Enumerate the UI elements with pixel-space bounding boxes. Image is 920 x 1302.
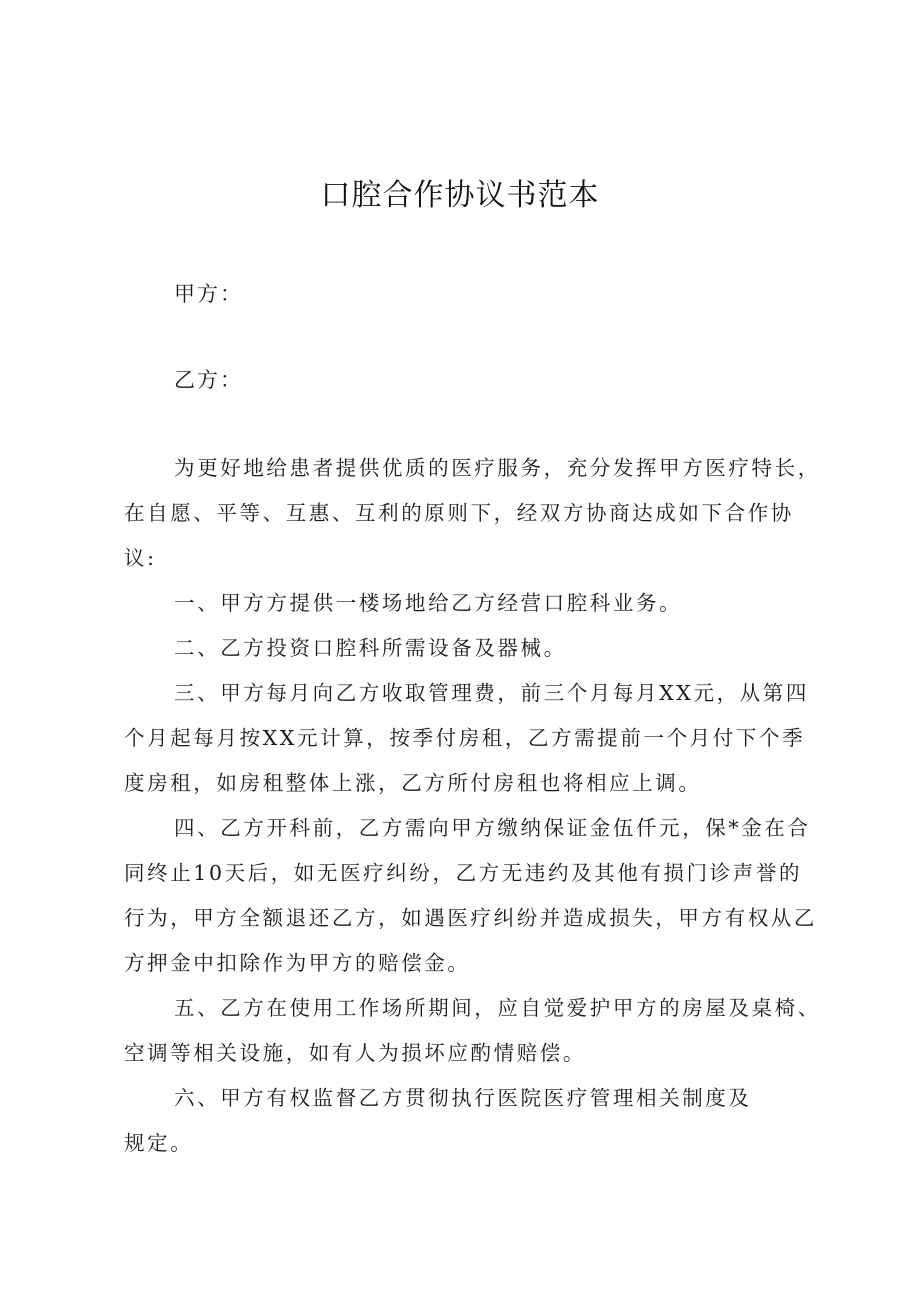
clause-5: 五、乙方在使用工作场所期间，应自觉爱护甲方的房屋及桌椅、空调等相关设施，如有人为损坏应酌情赔偿。 <box>124 996 821 1065</box>
agreement-body <box>124 446 824 1166</box>
clause-3: 三、甲方每月向乙方收取管理费，前三个月每月XX元，从第四个月起每月按XX元计算，按季付房租，乙方需提前一个月付下个季度房租，如房租整体上涨，乙方所付房租也将相应上调。 <box>124 681 809 795</box>
document-title: 口腔合作协议书范本 <box>320 178 600 213</box>
clause-4: 四、乙方开科前，乙方需向甲方缴纳保证金伍仟元，保*金在合同终止10天后，如无医疗纠纷，乙方无违约及其他有损门诊声誉的行为，甲方全额退还乙方，如遇医疗纠纷并造成损失，甲方有权从乙方押金中扣除作为甲方的赔偿金。 <box>124 816 817 975</box>
paragraph-intro: 为更好地给患者提供优质的医疗服务，充分发挥甲方医疗特长，在自愿、平等、互惠、互利的原则下，经双方协商达成如下合作协议: <box>124 456 821 570</box>
clause-1: 一、甲方方提供一楼场地给乙方经营口腔科业务。 <box>174 591 683 615</box>
clause-6: 六、甲方有权监督乙方贯彻执行医院医疗管理相关制度及 <box>174 1086 752 1110</box>
clause-6-continuation: 规定。 <box>124 1131 194 1155</box>
clause-2: 二、乙方投资口腔科所需设备及器械。 <box>174 636 567 660</box>
party-b-label: 乙方： <box>174 368 243 392</box>
party-a-label: 甲方： <box>174 282 243 306</box>
